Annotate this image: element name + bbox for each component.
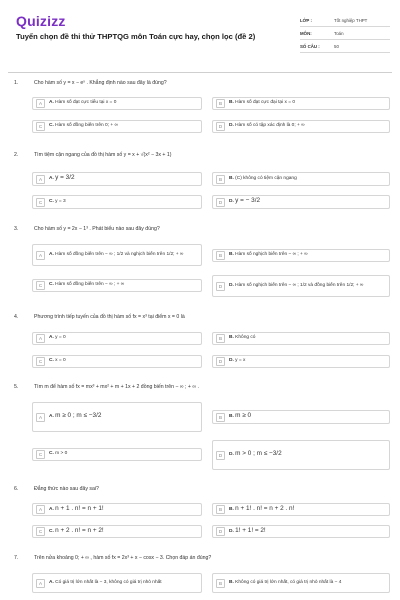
option-body: m ≥ 0 ; m ≤ −3/2 bbox=[55, 412, 102, 420]
option-letter: A bbox=[36, 334, 45, 343]
option-a[interactable] bbox=[32, 402, 202, 432]
option-letter: D bbox=[216, 198, 225, 207]
option-text bbox=[229, 176, 297, 182]
option-letter: D bbox=[216, 122, 225, 131]
grade-value: Tốt nghiệp THPT bbox=[334, 17, 368, 23]
option-key: D. bbox=[229, 358, 234, 364]
question-number: 2. bbox=[14, 152, 19, 158]
option-letter: B bbox=[216, 334, 225, 343]
option-text bbox=[49, 335, 66, 341]
option-key: D. bbox=[229, 452, 234, 458]
option-key: D. bbox=[229, 199, 234, 205]
option-text bbox=[49, 580, 199, 586]
option-key: A. bbox=[49, 506, 54, 512]
count-label: SỐ CÂU : bbox=[300, 43, 320, 49]
option-text bbox=[49, 451, 67, 457]
option-key: A. bbox=[49, 251, 54, 257]
question-text: Trên nửa khoảng 0; + ∞ , hàm số fx = 2x³ + x − cosx − 3. Chọn đáp án đúng? bbox=[34, 555, 212, 561]
question-number: 6. bbox=[14, 486, 19, 492]
option-key: C. bbox=[49, 123, 54, 129]
option-letter: B bbox=[216, 175, 225, 184]
question-text: Đẳng thức nào sau đây sai? bbox=[34, 486, 99, 492]
question-text: Cho hàm số y = x − eˣ . Khẳng định nào sau đây là đúng? bbox=[34, 80, 167, 86]
option-letter: C bbox=[36, 122, 45, 131]
option-b[interactable] bbox=[212, 410, 390, 424]
option-body: y = x bbox=[235, 358, 246, 364]
option-letter: C bbox=[36, 450, 45, 459]
option-body: Hàm số đạt cực đại tại x = 0 bbox=[235, 100, 296, 106]
option-letter: B bbox=[216, 251, 225, 260]
option-letter: D bbox=[216, 357, 225, 366]
option-letter: C bbox=[36, 527, 45, 536]
option-a[interactable] bbox=[32, 573, 202, 593]
option-text bbox=[229, 358, 245, 364]
option-a[interactable] bbox=[32, 172, 202, 186]
option-b[interactable] bbox=[212, 332, 390, 345]
question-number: 7. bbox=[14, 555, 19, 561]
question-number: 5. bbox=[14, 384, 19, 390]
subject-value: Toán bbox=[334, 30, 344, 36]
option-letter: B bbox=[216, 413, 225, 422]
option-body: Hàm số có tập xác định là 0; + ∞ bbox=[235, 123, 305, 129]
option-text bbox=[229, 451, 349, 458]
quizizz-logo: Quizizz bbox=[16, 13, 66, 29]
option-key: D. bbox=[229, 282, 234, 288]
option-key: A. bbox=[49, 414, 54, 420]
option-text bbox=[49, 100, 116, 106]
option-c[interactable] bbox=[32, 448, 202, 461]
option-body: Hàm số nghịch biến trên − ∞ ; + ∞ bbox=[235, 252, 308, 258]
option-b[interactable] bbox=[212, 172, 390, 186]
option-letter: A bbox=[36, 579, 45, 588]
option-key: C. bbox=[49, 451, 54, 457]
option-letter: B bbox=[216, 505, 225, 514]
option-body: Không có bbox=[235, 335, 256, 341]
option-key: C. bbox=[49, 528, 54, 534]
option-body: n + 2 . n! = n + 2! bbox=[55, 526, 104, 534]
option-c[interactable] bbox=[32, 355, 202, 368]
option-text bbox=[229, 335, 255, 341]
option-letter: C bbox=[36, 198, 45, 207]
option-d[interactable] bbox=[212, 525, 390, 538]
option-b[interactable] bbox=[212, 97, 390, 110]
option-letter: C bbox=[36, 357, 45, 366]
option-key: B. bbox=[229, 506, 234, 512]
option-key: C. bbox=[49, 358, 54, 364]
option-a[interactable] bbox=[32, 244, 202, 266]
option-text bbox=[49, 175, 75, 182]
option-body: n + 1! . n! = n + 2 . n! bbox=[235, 504, 295, 512]
option-text bbox=[229, 528, 266, 535]
question-text: Cho hàm số y = 2x − 1³ . Phát biểu nào sau đây đúng? bbox=[34, 226, 160, 232]
option-text bbox=[229, 506, 294, 513]
page-header bbox=[0, 0, 400, 70]
option-key: B. bbox=[229, 252, 234, 258]
option-b[interactable] bbox=[212, 503, 390, 516]
option-key: A. bbox=[49, 100, 54, 106]
option-letter: D bbox=[216, 527, 225, 536]
option-body: 1! + 1! = 2! bbox=[235, 526, 266, 534]
option-body: m > 0 bbox=[55, 451, 68, 457]
option-letter: B bbox=[216, 99, 225, 108]
option-body: y = 0 bbox=[55, 335, 66, 341]
option-letter: D bbox=[216, 282, 225, 291]
option-b[interactable] bbox=[212, 249, 390, 262]
option-text bbox=[229, 252, 308, 258]
option-key: A. bbox=[49, 335, 54, 341]
option-letter: C bbox=[36, 281, 45, 290]
option-body: n + 1 . n! = n + 1! bbox=[55, 504, 104, 512]
option-d[interactable] bbox=[212, 440, 390, 470]
option-key: B. bbox=[229, 414, 234, 420]
option-body: x = 0 bbox=[55, 358, 66, 364]
option-text bbox=[229, 198, 260, 205]
option-letter: A bbox=[36, 99, 45, 108]
page-title: Tuyển chọn đề thi thử THPTQG môn Toán cực hay, chọn lọc (đề 2) bbox=[16, 32, 256, 41]
option-d[interactable] bbox=[212, 355, 390, 368]
option-text bbox=[49, 413, 169, 420]
option-body: m > 0 ; m ≤ −3/2 bbox=[235, 450, 282, 458]
option-body: y = 3/2 bbox=[55, 174, 75, 182]
option-a[interactable] bbox=[32, 97, 202, 110]
meta-row-grade bbox=[300, 14, 390, 27]
option-key: D. bbox=[229, 123, 234, 129]
option-body: y = 3 bbox=[55, 198, 66, 204]
option-body: Có giá trị lớn nhất là − 3, không có giá trị nhỏ nhất bbox=[55, 579, 162, 585]
option-text bbox=[49, 252, 199, 258]
option-c[interactable] bbox=[32, 195, 202, 209]
option-key: B. bbox=[229, 175, 234, 181]
option-letter: A bbox=[36, 175, 45, 184]
option-letter: A bbox=[36, 505, 45, 514]
question-number: 1. bbox=[14, 80, 19, 86]
option-d[interactable] bbox=[212, 120, 390, 133]
option-a[interactable] bbox=[32, 503, 202, 516]
option-key: A. bbox=[49, 176, 54, 182]
question-text: Tìm m để hàm số fx = mx³ + mx² + m + 1x + 2 đồng biến trên − ∞ ; + ∞ . bbox=[34, 384, 199, 390]
header-divider bbox=[8, 72, 392, 73]
option-c[interactable] bbox=[32, 279, 202, 292]
option-a[interactable] bbox=[32, 332, 202, 345]
option-letter: D bbox=[216, 451, 225, 460]
meta-row-count bbox=[300, 40, 390, 53]
option-b[interactable] bbox=[212, 573, 390, 593]
option-body: Hàm số đồng biến trên 0; + ∞ bbox=[55, 123, 118, 129]
option-c[interactable] bbox=[32, 120, 202, 133]
option-text bbox=[49, 528, 104, 535]
option-d[interactable] bbox=[212, 195, 390, 209]
option-text bbox=[49, 506, 104, 513]
option-key: D. bbox=[229, 528, 234, 534]
option-body: Hàm số đồng biến trên − ∞ ; 1/2 và nghịch biến trên 1/2; + ∞ bbox=[55, 251, 184, 257]
question-number: 3. bbox=[14, 226, 19, 232]
option-text bbox=[49, 358, 66, 364]
option-text bbox=[49, 123, 118, 129]
option-body: (C) không có tiệm cận ngang bbox=[235, 175, 297, 181]
option-body: Hàm số đạt cực tiểu tại x = 0 bbox=[55, 100, 117, 106]
option-letter: A bbox=[36, 413, 45, 422]
option-key: C. bbox=[49, 282, 54, 288]
option-key: A. bbox=[49, 579, 54, 585]
meta-row-subject bbox=[300, 27, 390, 40]
option-text bbox=[49, 282, 124, 288]
question-text: Phương trình tiếp tuyến của đồ thị hàm số fx = x³ tại điểm x = 0 là bbox=[34, 314, 185, 320]
option-c[interactable] bbox=[32, 525, 202, 538]
option-body: Không có giá trị lớn nhất, có giá trị nhỏ nhất là − 4 bbox=[235, 579, 342, 585]
option-body: Hàm số đồng biến trên − ∞ ; + ∞ bbox=[55, 282, 125, 288]
grade-label: LỚP : bbox=[300, 17, 312, 23]
subject-label: MÔN: bbox=[300, 30, 312, 36]
option-d[interactable] bbox=[212, 275, 390, 297]
option-key: C. bbox=[49, 198, 54, 204]
option-text bbox=[49, 199, 66, 205]
option-key: B. bbox=[229, 335, 234, 341]
option-key: B. bbox=[229, 100, 234, 106]
option-body: m ≥ 0 bbox=[235, 412, 252, 420]
option-letter: A bbox=[36, 251, 45, 260]
option-text bbox=[229, 100, 295, 106]
option-text bbox=[229, 580, 387, 586]
count-value: 50 bbox=[334, 43, 339, 49]
meta-table bbox=[300, 14, 390, 53]
option-body: Hàm số nghịch biến trên − ∞ ; 1/2 và đồng biến trên 1/2; + ∞ bbox=[235, 282, 364, 288]
option-letter: B bbox=[216, 579, 225, 588]
option-text bbox=[229, 123, 305, 129]
question-number: 4. bbox=[14, 314, 19, 320]
question-text: Tìm tiệm cận ngang của đồ thị hàm số y = x + √(x² − 3x + 1) bbox=[34, 152, 172, 158]
option-key: B. bbox=[229, 579, 234, 585]
option-text bbox=[229, 413, 251, 420]
option-body: y = − 3/2 bbox=[235, 197, 261, 205]
option-text bbox=[229, 283, 387, 289]
